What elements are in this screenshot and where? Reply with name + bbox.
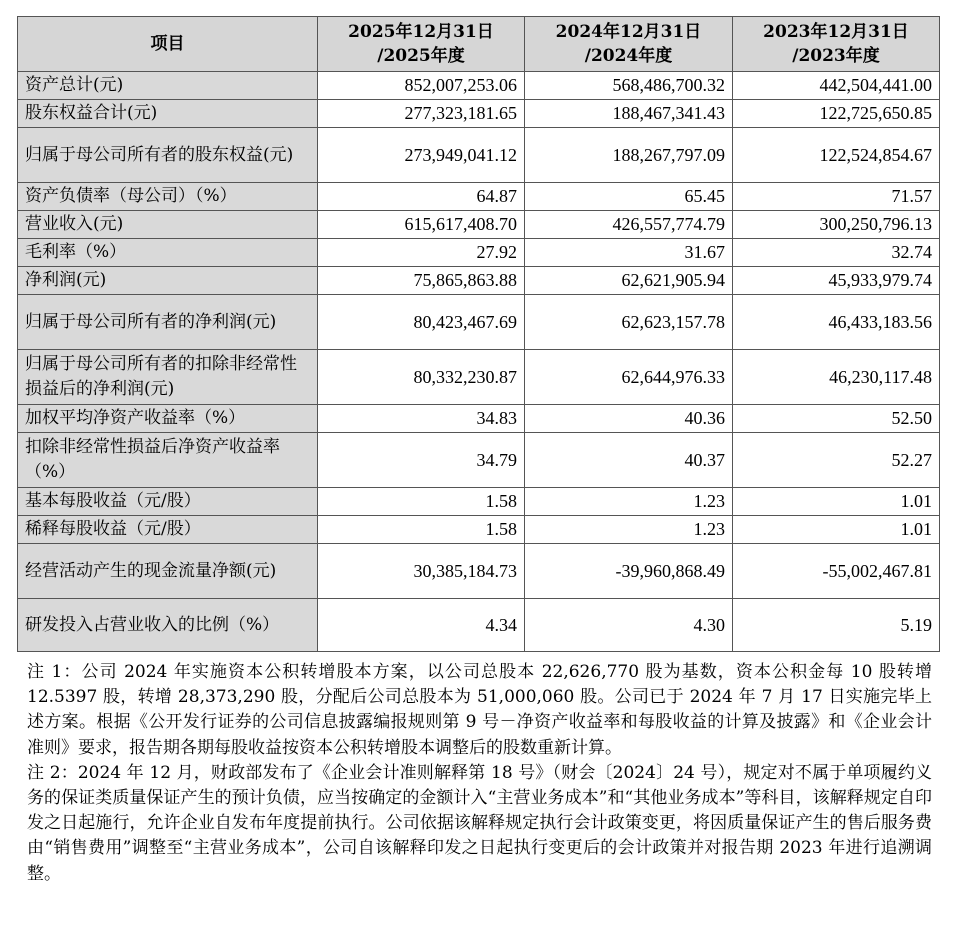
row-value: 62,621,905.94 xyxy=(525,267,733,295)
row-value: 65.45 xyxy=(525,183,733,211)
row-label: 经营活动产生的现金流量净额(元) xyxy=(18,544,318,599)
row-value: 75,865,863.88 xyxy=(318,267,525,295)
financial-data-table xyxy=(17,16,940,652)
row-value: 64.87 xyxy=(318,183,525,211)
row-value: 852,007,253.06 xyxy=(318,72,525,100)
header-2023-text: 2023年12月31日 /2023年度 xyxy=(763,22,909,66)
table-row xyxy=(18,239,940,267)
row-value: 300,250,796.13 xyxy=(733,211,940,239)
row-value: 80,332,230.87 xyxy=(318,350,525,405)
table-row xyxy=(18,433,940,488)
table-row xyxy=(18,405,940,433)
table-row xyxy=(18,516,940,544)
row-value: 1.23 xyxy=(525,488,733,516)
table-row xyxy=(18,211,940,239)
row-value: 615,617,408.70 xyxy=(318,211,525,239)
header-2024 xyxy=(525,17,733,72)
row-value: 34.79 xyxy=(318,433,525,488)
table-row xyxy=(18,350,940,405)
row-value: 40.36 xyxy=(525,405,733,433)
row-value: -39,960,868.49 xyxy=(525,544,733,599)
row-value: 442,504,441.00 xyxy=(733,72,940,100)
row-label: 基本每股收益（元/股） xyxy=(18,488,318,516)
row-label: 研发投入占营业收入的比例（%） xyxy=(18,599,318,652)
row-value: 1.01 xyxy=(733,488,940,516)
table-row xyxy=(18,488,940,516)
row-value: 1.01 xyxy=(733,516,940,544)
row-value: 4.30 xyxy=(525,599,733,652)
row-value: 1.23 xyxy=(525,516,733,544)
header-2025 xyxy=(318,17,525,72)
table-row xyxy=(18,72,940,100)
table-row xyxy=(18,100,940,128)
table-row xyxy=(18,544,940,599)
row-label: 资产负债率（母公司）（%） xyxy=(18,183,318,211)
header-row xyxy=(18,17,940,72)
row-value: 52.50 xyxy=(733,405,940,433)
row-value: 46,433,183.56 xyxy=(733,295,940,350)
table-row xyxy=(18,295,940,350)
row-value: 46,230,117.48 xyxy=(733,350,940,405)
header-2024-text: 2024年12月31日 /2024年度 xyxy=(555,22,702,66)
note-1: 注 1：公司 2024 年实施资本公积转增股本方案，以公司总股本 22,626,770 股为基数，资本公积金每 10 股转增 12.5397 股，转增 28,373,290 股，分配后公司总股本为 51,000,060 股。公司已于 2024 年 7 月 17 日实施完毕上述方案。根据《公开发行证券的公司信息披露编报规则第 9 号－净资产收益率和每股收益的计算及披露》和《企业会计准则》要求，报告期各期每股收益按资本公积转增股本调整后的股数重新计算。 xyxy=(27,662,932,758)
row-value: 1.58 xyxy=(318,516,525,544)
row-value: 277,323,181.65 xyxy=(318,100,525,128)
table-row xyxy=(18,128,940,183)
row-label: 稀释每股收益（元/股） xyxy=(18,516,318,544)
row-value: 45,933,979.74 xyxy=(733,267,940,295)
row-value: 80,423,467.69 xyxy=(318,295,525,350)
row-value: 122,725,650.85 xyxy=(733,100,940,128)
row-value: 34.83 xyxy=(318,405,525,433)
row-value: 4.34 xyxy=(318,599,525,652)
header-2025-text: 2025年12月31日 /2025年度 xyxy=(348,22,494,66)
row-label: 毛利率（%） xyxy=(18,239,318,267)
notes-section xyxy=(27,660,932,887)
row-value: 27.92 xyxy=(318,239,525,267)
row-value: 30,385,184.73 xyxy=(318,544,525,599)
row-value: 188,267,797.09 xyxy=(525,128,733,183)
row-value: 31.67 xyxy=(525,239,733,267)
row-value: 568,486,700.32 xyxy=(525,72,733,100)
row-value: 62,644,976.33 xyxy=(525,350,733,405)
row-value: -55,002,467.81 xyxy=(733,544,940,599)
row-label: 扣除非经常性损益后净资产收益率（%） xyxy=(18,433,318,488)
row-value: 32.74 xyxy=(733,239,940,267)
row-label: 净利润(元) xyxy=(18,267,318,295)
row-label: 资产总计(元) xyxy=(18,72,318,100)
row-value: 122,524,854.67 xyxy=(733,128,940,183)
row-value: 52.27 xyxy=(733,433,940,488)
row-value: 71.57 xyxy=(733,183,940,211)
row-label: 股东权益合计(元) xyxy=(18,100,318,128)
row-value: 5.19 xyxy=(733,599,940,652)
row-value: 40.37 xyxy=(525,433,733,488)
row-value: 188,467,341.43 xyxy=(525,100,733,128)
row-value: 62,623,157.78 xyxy=(525,295,733,350)
row-value: 426,557,774.79 xyxy=(525,211,733,239)
table-row xyxy=(18,183,940,211)
row-label: 营业收入(元) xyxy=(18,211,318,239)
row-value: 273,949,041.12 xyxy=(318,128,525,183)
row-label: 归属于母公司所有者的股东权益(元) xyxy=(18,128,318,183)
note-2: 注 2：2024 年 12 月，财政部发布了《企业会计准则解释第 18 号》（财会〔2024〕24 号），规定对不属于单项履约义务的保证类质量保证产生的预计负债，应当按确定的金额计入“主营业务成本”和“其他业务成本”等科目，该解释规定自印发之日起施行，允许企业自发布年度提前执行。公司依据该解释规定执行会计政策变更，将因质量保证产生的售后服务费由“销售费用”调整至“主营业务成本”，公司自该解释印发之日起执行变更后的会计政策并对报告期 2023 年进行追溯调整。 xyxy=(27,762,932,884)
header-item: 项目 xyxy=(18,17,318,72)
table-row xyxy=(18,599,940,652)
row-label: 加权平均净资产收益率（%） xyxy=(18,405,318,433)
row-value: 1.58 xyxy=(318,488,525,516)
row-label: 归属于母公司所有者的扣除非经常性损益后的净利润(元) xyxy=(18,350,318,405)
row-label: 归属于母公司所有者的净利润(元) xyxy=(18,295,318,350)
table-body xyxy=(18,72,940,652)
header-2023 xyxy=(733,17,940,72)
table-row xyxy=(18,267,940,295)
